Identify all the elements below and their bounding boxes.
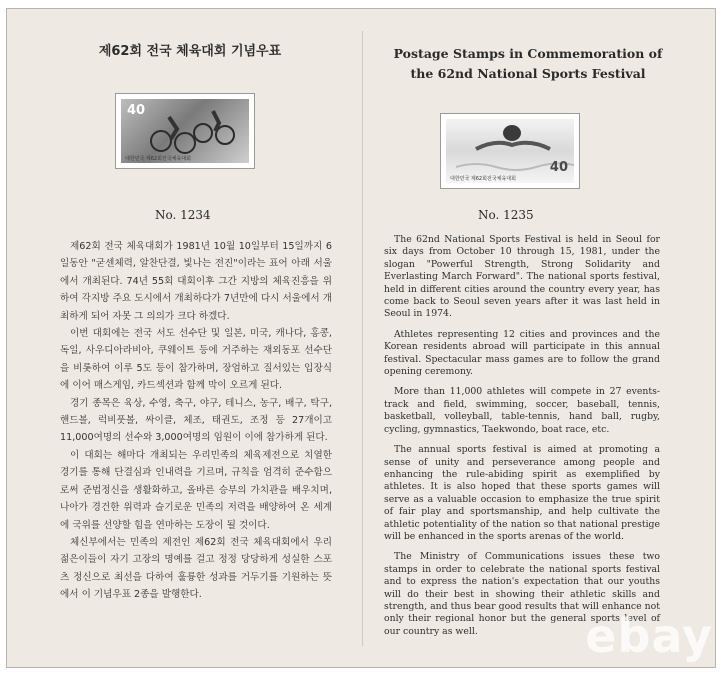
english-paragraph: The annual sports festival is aimed at promoting a sense of unity and perseverance among people and enhancing the rule-abiding spirit as exemplified by athletes. It is also hoped that these sports games will serve as a valuable occasion to emphasize the true spirit of fair play and sportsmanship, and help cultivate the athletic potentiality of the nation so that national prestige will be enhanced in the sports arenas of the world. (384, 444, 660, 542)
cycling-icon (121, 99, 249, 163)
korean-body (60, 238, 332, 604)
korean-paragraph: 체신부에서는 민족의 제전인 제62회 전국 체육대회에서 우리 젊은이들이 자기 고장의 명예를 걸고 정정 당당하게 성실한 스포츠 정신으로 최선을 다하여 훌륭한 성과를 거두기를 기원하는 뜻에서 이 기념우표 2종을 발행한다. (60, 536, 332, 601)
english-title (378, 44, 678, 84)
english-title-line2: the 62nd National Sports Festival (410, 66, 646, 81)
stamp-value: 40 (549, 160, 568, 175)
korean-paragraph: 제62회 전국 체육대회가 1981년 10월 10일부터 15일까지 6일동안 "굳센체력, 알찬단결, 빛나는 전진"이라는 표어 아래 서울에서 개최된다. 74년 55회 대회이후 그간 지방의 체육진흥을 위하여 각지방 주요 도시에서 개최하다가 7년만에 다시 서울에서 개최하게 되어 자못 그 의의가 크다 하겠다. (60, 241, 332, 322)
stamp-number-1235: No. 1235 (478, 208, 534, 222)
ebay-watermark: ebay (585, 609, 713, 663)
stamp-caption: 대한민국 제62회전국체육대회 (125, 156, 191, 162)
korean-paragraph: 이번 대회에는 전국 서도 선수단 및 일본, 미국, 캐나다, 홍콩, 독일, 사우디아라비아, 쿠웨이트 등에 거주하는 재외동포 선수단을 비롯하여 이루 5도 등이 참가하며, 장엄하고 질서있는 입장식에 이어 매스게임, 카드섹션과 함께 막이 오르게 된다. (60, 328, 332, 392)
korean-title: 제62회 전국 체육대회 기념우표 (98, 44, 282, 59)
stamp-1234 (115, 93, 255, 169)
center-fold (362, 31, 363, 646)
english-paragraph: Athletes representing 12 cities and provinces and the Korean residents abroad will participate in this annual festival. Spectacular mass games are to follow the grand opening ceremony. (384, 328, 660, 378)
stamp-number-1234: No. 1234 (155, 208, 211, 222)
stamp-1235 (440, 113, 580, 189)
stamp-caption: 대한민국 제62회전국체육대회 (450, 176, 516, 182)
english-body (384, 234, 660, 646)
english-paragraph: More than 11,000 athletes will compete in 27 events-track and field, swimming, soccer, baseball, tennis, basketball, volleyball, table-tennis, hand ball, rugby, cycling, gymnastics, Taekwondo, boat race, etc. (384, 386, 660, 435)
stamp-value: 40 (127, 103, 146, 118)
swimmer-icon (446, 119, 574, 183)
english-paragraph: The Ministry of Communications issues these two stamps in order to celebrate the national sports festival and to express the nation's expectation that our youths will do their best in showing their athletic skills and strength, and thus bear good results that will enhance not only their regional honor but the general sports level of our country as well. (384, 551, 660, 637)
english-title-line1: Postage Stamps in Commemoration of (393, 46, 663, 61)
korean-paragraph: 이 대회는 해마다 개최되는 우리민족의 체육제전으로 치열한 경기를 통해 단결심과 인내력을 기르며, 규칙을 엄격히 준수함으로써 준법정신을 생활화하고, 올바른 승부의 가치관을 배우치며, 나아가 경건한 위력과 슬기로운 민족의 저력을 배양하여 온 세계에 국위를 선양할 힘을 연마하는 도장이 될 것이다. (60, 449, 332, 531)
english-paragraph: The 62nd National Sports Festival is held in Seoul for six days from October 10 through 15, 1981, under the slogan "Powerful Strength, Strong Solidarity and Everlasting March Forward". The national sports festival, held in different cities around the country every year, has come back to Seoul seven years after it was last held in Seoul in 1974. (384, 234, 660, 320)
korean-paragraph: 경기 종목은 육상, 수영, 축구, 야구, 테니스, 농구, 배구, 탁구, 핸드볼, 럭비풋볼, 싸이클, 체조, 태권도, 조정 등 27개이고 11,000여명의 선수와 3,000여명의 임원이 이에 참가하게 된다. (60, 397, 332, 444)
